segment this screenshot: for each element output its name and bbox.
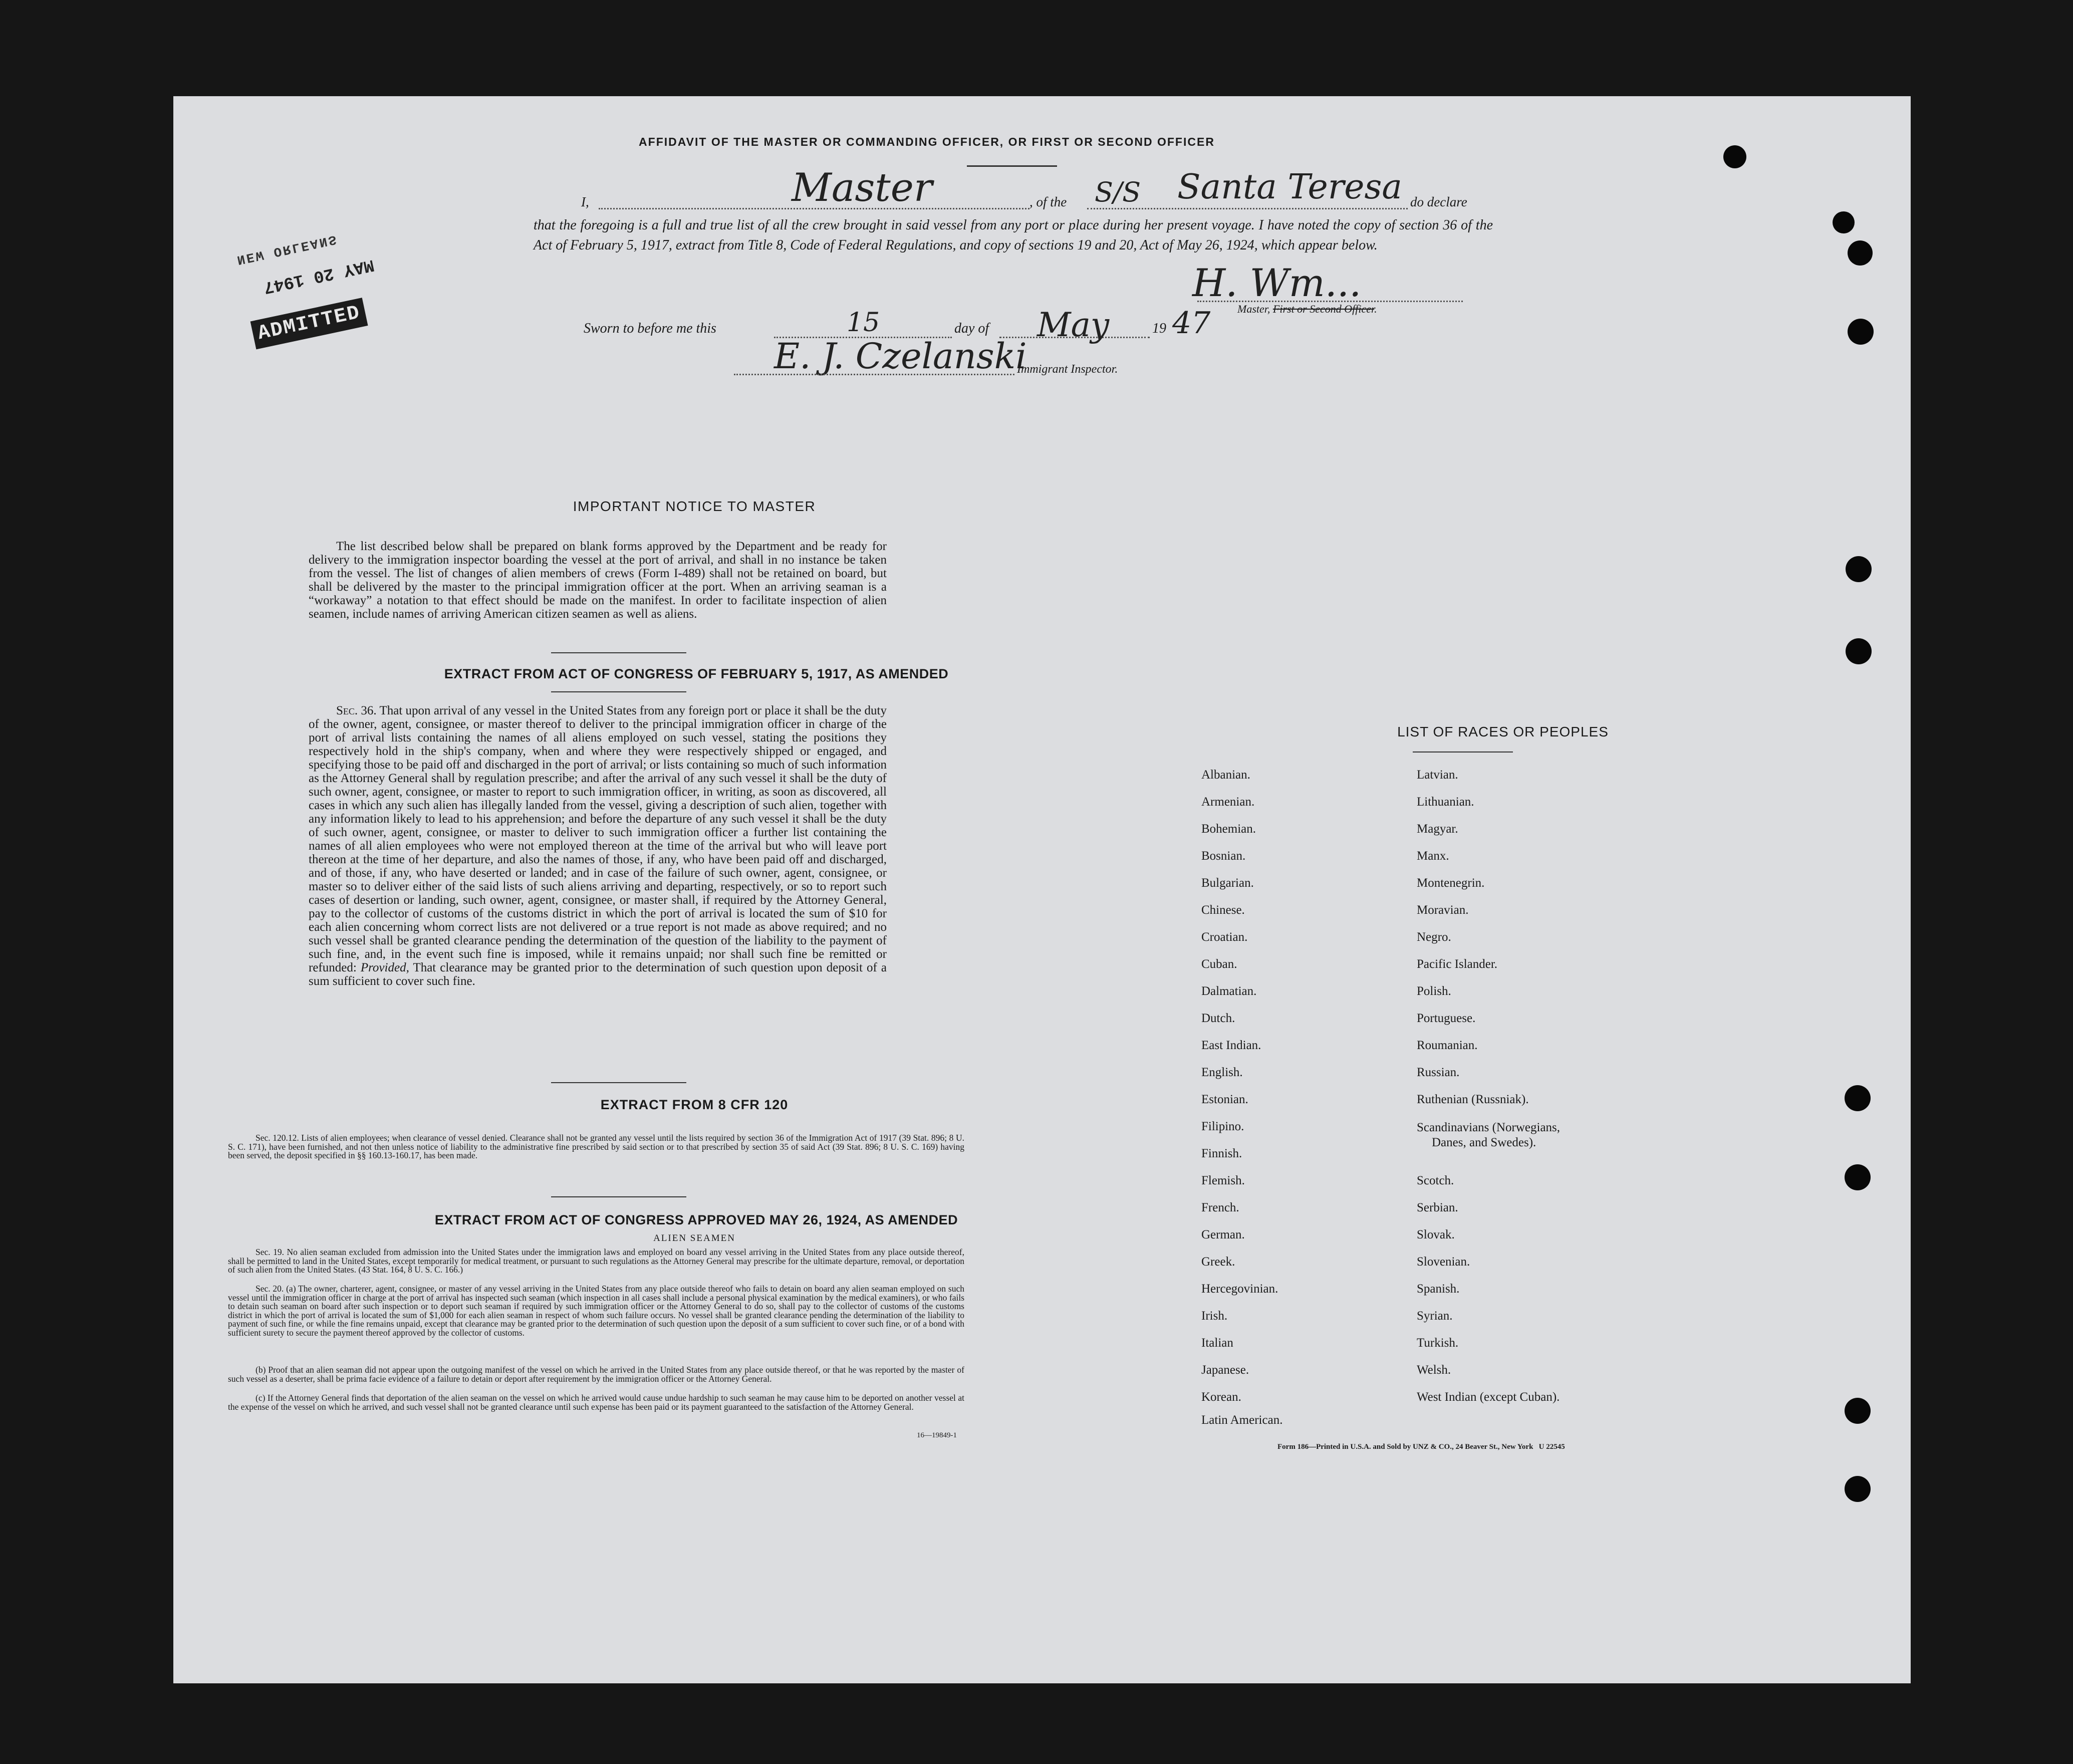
race-item: Bohemian. (1201, 822, 1256, 836)
race-item: Turkish. (1417, 1336, 1459, 1350)
sec-36-label: Sec. 36. (336, 704, 377, 717)
sworn-label: Sworn to before me this (584, 321, 716, 336)
day-of-label: day of (954, 321, 989, 336)
race-item: Negro. (1417, 930, 1451, 944)
race-item: Bosnian. (1201, 849, 1246, 863)
divider (967, 165, 1057, 167)
punch-hole (1845, 1164, 1871, 1190)
do-declare-label: do declare (1410, 194, 1467, 209)
race-item: Hercegovinian. (1201, 1282, 1278, 1296)
race-item: Slovak. (1417, 1228, 1455, 1241)
race-item: French. (1201, 1201, 1239, 1214)
affidavit-body: that the foregoing is a full and true list of all the crew brought in said vessel from any port or place during her present voyage. I have noted the copy of section 36 of the Act of February 5, 1917, extract from Title 8, Code of Federal Regulations, and copy of sections 19 and 20, Act of May 26, 1924, which appear below. (534, 217, 1493, 253)
form-number: 16—19849-1 (917, 1431, 957, 1439)
master-caption-struck: First or Second Officer (1272, 303, 1375, 315)
signature-handwritten: H. Wm... (1192, 261, 1362, 305)
master-caption-suffix: . (1374, 303, 1377, 315)
race-item: Portuguese. (1417, 1012, 1476, 1025)
extract-1917-title: EXTRACT FROM ACT OF CONGRESS OF FEBRUARY 5, 1917, AS AMENDED (444, 666, 949, 681)
punch-hole (1723, 145, 1746, 168)
punch-hole (1845, 1085, 1871, 1111)
divider (1413, 751, 1513, 752)
punch-hole (1848, 319, 1874, 345)
inspector-line (734, 374, 1014, 375)
race-item: Bulgarian. (1201, 876, 1254, 890)
of-the-label: , of the (1029, 194, 1067, 209)
sec-36-text: That upon arrival of any vessel in the United States from any foreign port or place it shall be the duty of the owner, agent, consignee, or master thereof to deliver to the principal immigration officer in charge of the port of arrival lists containing the names of all aliens employed on such vessel, stating the positions they respectively hold in the ship's company, when and where they were respectively shipped or engaged, and specifying those to be paid off and discharged in the port of arrival; or lists containing so much of such information as the Attorney General shall by regulation prescribe; and after the arrival of any such vessel it shall be the duty of such owner, agent, consignee, or master to report to such immigration officer, in writing, as soon as discovered, all cases in which any such alien has illegally landed from the vessel, giving a description of such alien, together with any information likely to lead to his apprehension; and before the departure of any such vessel it shall be the duty of such owner, agent, consignee, or master to deliver to such immigration officer a further list containing the names of all alien employees who were not employed thereon at the time of the arrival but who will leave port thereon at the time of her departure, and also the names of those, if any, who have been paid off and discharged, and of those, if any, who have deserted or landed; and in case of the failure of such owner, agent, consignee, or master so to deliver either of the said lists of such aliens arriving and departing, respectively, or so to report such cases of desertion or landing, such owner, agent, consignee, or master shall, if required by the Attorney General, pay to the collector of customs of the customs district in which the port of arrival is located the sum of $10 for each alien concerning whom correct lists are not delivered or a true report is not made as above required; and no such vessel shall be granted clearance pending the determination of the question of the liability to the payment of such fine, and, in the event such fine is imposed, while it remains unpaid; nor shall such fine be remitted or refunded: (309, 704, 887, 974)
race-item: Ruthenian (Russniak). (1417, 1093, 1529, 1106)
race-item: Dutch. (1201, 1012, 1235, 1025)
race-item: Chinese. (1201, 903, 1245, 917)
race-item: Italian (1201, 1336, 1233, 1350)
master-caption-prefix: Master, (1237, 303, 1273, 315)
race-item: Latin American. (1201, 1413, 1283, 1427)
vessel-handwritten: Santa Teresa (1177, 167, 1402, 207)
year-handwritten: 47 (1172, 306, 1211, 341)
month-handwritten: May (1037, 306, 1110, 344)
sec-36-text-end: That clearance may be granted prior to the determination of such question upon deposit of a sum sufficient to cover such fine. (309, 961, 887, 988)
sec-20a-text: Sec. 20. (a) The owner, charterer, agent, consignee, or master of any vessel arriving in the United States from any place outside thereof who fails to detain on board any alien seaman employed on such vessel until the immigration officer in charge at the port of arrival has inspected such seaman (which inspection in all cases shall include a personal physical examination by the medical examiners), or who fails to detain such seaman on board after such inspection or to deport such seaman if required by such immigration officer or the Attorney General to do so, shall pay to the collector of customs of the customs district in which the port of arrival is located the sum of $1,000 for each alien seaman in respect of whom such failure occurs. No vessel shall be granted clearance pending the determination of the liability to payment of such fine, or while the fine remains unpaid, except that clearance may be granted prior to the determination of such question upon the deposit of a sum sufficient to cover such fine, or of a bond with sufficient surety to secure the payment thereof approved by the collector of customs. (228, 1284, 964, 1338)
affidavit-i-label: I, (581, 194, 589, 209)
inspector-handwritten: E. J. Czelanski (774, 336, 1027, 377)
race-item: Montenegrin. (1417, 876, 1485, 890)
race-item: Scotch. (1417, 1174, 1454, 1187)
master-handwritten: Master (792, 165, 933, 210)
race-item: Dalmatian. (1201, 984, 1257, 998)
notice-title: IMPORTANT NOTICE TO MASTER (573, 498, 816, 514)
race-item: German. (1201, 1228, 1245, 1241)
divider (551, 1082, 686, 1083)
ss-handwritten: S/S (1095, 176, 1141, 208)
race-item: Welsh. (1417, 1363, 1451, 1377)
race-item: Albanian. (1201, 768, 1250, 782)
race-item: Croatian. (1201, 930, 1248, 944)
race-item: Korean. (1201, 1390, 1241, 1404)
race-item: East Indian. (1201, 1039, 1261, 1052)
sec-20c-text: (c) If the Attorney General finds that deportation of the alien seaman on the vessel on which he arrived would cause undue hardship to such seaman he may cause him to be deported on another vessel at the expense of the vessel on which he arrived, and such vessel shall not be granted clearance until such expense has been paid or its payment guaranteed to the satisfaction of the Attorney General. (228, 1393, 964, 1412)
master-caption (1237, 303, 1377, 316)
punch-hole (1845, 1398, 1871, 1424)
race-item: Spanish. (1417, 1282, 1460, 1296)
race-item: Manx. (1417, 849, 1449, 863)
punch-hole (1848, 240, 1873, 266)
provided-label: Provided, (360, 961, 409, 974)
race-item: Polish. (1417, 984, 1451, 998)
punch-hole (1833, 211, 1855, 233)
signature-line (1197, 301, 1463, 302)
race-item: Armenian. (1201, 795, 1255, 809)
year-prefix: 19 (1152, 321, 1166, 336)
extract-1924-subtitle: ALIEN SEAMEN (653, 1233, 735, 1243)
stamp-line-3: ADMITTED (250, 298, 368, 349)
affidavit-title: AFFIDAVIT OF THE MASTER OR COMMANDING OFFICER, OR FIRST OR SECOND OFFICER (639, 135, 1215, 148)
vessel-line (1087, 208, 1408, 209)
race-item: Russian. (1417, 1066, 1460, 1079)
race-item: Lithuanian. (1417, 795, 1474, 809)
sec-20b-text: (b) Proof that an alien seaman did not appear upon the outgoing manifest of the vessel on which he arrived in the United States from any place outside thereof, or that he was reported by the master of such vessel as a deserter, shall be prima facie evidence of a failure to detain or deport after requirement by the immigration officer or the Attorney General. (228, 1365, 964, 1384)
race-item: Latvian. (1417, 768, 1458, 782)
punch-hole (1846, 556, 1872, 582)
race-item: English. (1201, 1066, 1243, 1079)
stamp-line-2: MAY 20 1947 (262, 255, 376, 297)
race-item: West Indian (except Cuban). (1417, 1390, 1560, 1404)
extract-1924-title: EXTRACT FROM ACT OF CONGRESS APPROVED MAY 26, 1924, AS AMENDED (434, 1212, 958, 1227)
race-item: Serbian. (1417, 1201, 1458, 1214)
race-item: Greek. (1201, 1255, 1235, 1269)
race-item: Filipino. (1201, 1120, 1244, 1133)
races-title: LIST OF RACES OR PEOPLES (1397, 724, 1609, 739)
extract-1917-body (309, 704, 887, 988)
race-item: Roumanian. (1417, 1039, 1478, 1052)
extract-cfr-title: EXTRACT FROM 8 CFR 120 (600, 1097, 789, 1112)
race-item: Moravian. (1417, 903, 1469, 917)
race-item: Estonian. (1201, 1093, 1248, 1106)
race-item: Japanese. (1201, 1363, 1249, 1377)
day-handwritten: 15 (847, 308, 880, 338)
divider (551, 691, 686, 692)
stamp-line-1: NEW ORLEANS (235, 231, 339, 268)
extract-cfr-body: Sec. 120.12. Lists of alien employees; when clearance of vessel denied. Clearance shall not be granted any vessel until the lists required by section 36 of the Immigration Act of 1917 (39 Stat. 896; 8 U. S. C. 171), have been furnished, and not then unless notice of liability to the administrative fine prescribed by said section or to that prescribed by section 35 of said Act (39 Stat. 896; 8 U. S. C. 169) having been served, the deposit specified in §§ 160.13-160.17, has been made. (228, 1133, 964, 1160)
sec-19-text: Sec. 19. No alien seaman excluded from admission into the United States under the immigration laws and employed on board any vessel arriving in the United States from any place outside thereof, shall be permitted to land in the United States, except temporarily for medical treatment, or pursuant to such regulations as the Attorney General may prescribe for the ultimate departure, removal, or deportation of such alien from the United States. (43 Stat. 164, 8 U. S. C. 166.) (228, 1247, 964, 1275)
race-item: Cuban. (1201, 957, 1237, 971)
race-item: Magyar. (1417, 822, 1458, 836)
race-item: Pacific Islander. (1417, 957, 1498, 971)
race-item: Scandinavians (Norwegians, (1417, 1121, 1561, 1134)
race-item: Flemish. (1201, 1174, 1245, 1187)
race-item: Slovenian. (1417, 1255, 1470, 1269)
printer-imprint: Form 186—Printed in U.S.A. and Sold by UNZ & CO., 24 Beaver St., New York U 22545 (1277, 1443, 1565, 1451)
punch-hole (1845, 1476, 1871, 1502)
notice-body: The list described below shall be prepared on blank forms approved by the Department and be ready for delivery to the immigration inspector boarding the vessel at the port of arrival, and shall in no instance be taken from the vessel. The list of changes of alien members of crews (Form I-489) shall not be retained on board, but shall be delivered by the master to the principal immigration officer at the port. When an arriving seaman is a “workaway” a notation to that effect should be made on the manifest. In order to facilitate inspection of alien seamen, include names of arriving American citizen seamen as well as aliens. (309, 540, 887, 621)
inspector-caption: Immigrant Inspector. (1017, 363, 1118, 376)
race-item-continued: Danes, and Swedes). (1432, 1136, 1536, 1149)
race-item: Irish. (1201, 1309, 1228, 1323)
race-item: Finnish. (1201, 1147, 1242, 1160)
divider (551, 1196, 686, 1197)
race-item: Syrian. (1417, 1309, 1453, 1323)
punch-hole (1846, 638, 1872, 664)
divider (551, 652, 686, 653)
